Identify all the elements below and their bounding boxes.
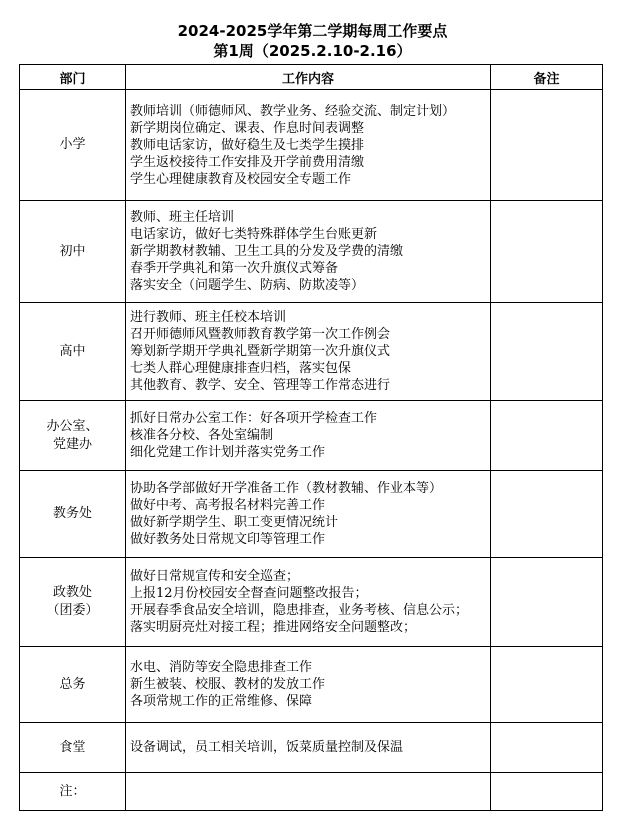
work-item: 进行教师、班主任校本培训	[130, 310, 287, 325]
work-item: 开展春季食品安全培训，隐患排查，业务考核、信息公示；	[130, 603, 469, 618]
work-item: 做好日常规宣传和安全巡查；	[130, 569, 300, 584]
work-item: 其他教育、教学、安全、管理等工作常态进行	[130, 378, 391, 393]
remarks-cell	[491, 723, 603, 773]
work-item: 筹划新学期开学典礼暨新学期第一次升旗仪式	[130, 344, 391, 359]
work-item: 召开师德师风暨教师教育教学第一次工作例会	[130, 327, 391, 342]
remarks-cell	[491, 558, 603, 647]
work-item: 上报12月份校园安全督查问题整改报告；	[130, 586, 368, 601]
work-item: 抓好日常办公室工作：好各项开学检查工作	[130, 411, 378, 426]
work-item: 落实明厨亮灶对接工程；推进网络安全问题整改；	[130, 620, 417, 635]
dept-cell	[20, 401, 126, 471]
dept-cell	[20, 201, 126, 303]
remarks-cell	[491, 647, 603, 723]
content-cell	[126, 558, 491, 647]
work-item: 新学期教材教辅、卫生工具的分发及学费的清缴	[130, 244, 404, 259]
dept-cell	[20, 471, 126, 558]
remarks-cell	[491, 303, 603, 401]
dept-name: 小学	[59, 137, 86, 152]
header-content: 工作内容	[126, 65, 491, 90]
dept-cell	[20, 90, 126, 201]
work-item: 电话家访，做好七类特殊群体学生台账更新	[130, 227, 378, 242]
dept-name: 办公室、	[46, 418, 99, 434]
dept-name: 总务	[59, 676, 86, 692]
work-item: 各项常规工作的正常维修、保障	[130, 694, 313, 709]
table-row	[20, 647, 603, 723]
dept-name: 食堂	[59, 739, 86, 755]
dept-name: 高中	[59, 343, 86, 359]
work-item: 教师培训（师德师风、教学业务、经验交流、制定计划）	[130, 103, 456, 119]
work-item: 协助各学部做好开学准备工作（教材教辅、作业本等）	[130, 481, 443, 496]
note-row	[20, 773, 603, 811]
content-cell	[126, 647, 491, 723]
work-item: 春季开学典礼和第一次升旗仪式筹备	[130, 261, 339, 276]
work-item: 新生被装、校服、教材的发放工作	[130, 677, 326, 692]
dept-cell	[20, 723, 126, 773]
document-title: 2024-2025学年第二学期每周工作要点	[177, 22, 448, 40]
table-row	[20, 303, 603, 401]
dept-cell	[20, 303, 126, 401]
remarks-cell	[491, 90, 603, 201]
dept-cell	[20, 558, 126, 647]
note-label: 注：	[20, 773, 126, 811]
content-cell	[126, 303, 491, 401]
work-item: 细化党建工作计划并落实党务工作	[130, 445, 326, 460]
weekly-work-table	[19, 64, 603, 811]
dept-name: 党建办	[52, 436, 92, 452]
work-item: 核准各分校、各处室编制	[130, 428, 274, 443]
table-row	[20, 471, 603, 558]
dept-name: （团委）	[46, 603, 99, 618]
dept-cell	[20, 647, 126, 723]
content-cell	[126, 471, 491, 558]
work-item: 做好中考、高考报名材料完善工作	[130, 498, 326, 513]
content-cell	[126, 201, 491, 303]
table-header-row	[20, 65, 603, 90]
header-remarks: 备注	[491, 65, 603, 90]
remarks-cell	[491, 471, 603, 558]
work-item: 水电、消防等安全隐患排查工作	[130, 660, 313, 675]
note-remarks-cell	[491, 773, 603, 811]
dept-name: 初中	[59, 243, 86, 259]
remarks-cell	[491, 201, 603, 303]
work-item: 学生心理健康教育及校园安全专题工作	[130, 171, 352, 187]
table-row	[20, 201, 603, 303]
table-row	[20, 723, 603, 773]
header-dept: 部门	[20, 65, 126, 90]
work-item: 七类人群心理健康排查归档，落实包保	[130, 361, 352, 376]
work-item: 教师、班主任培训	[130, 210, 235, 225]
table-row	[20, 558, 603, 647]
work-item: 学生返校接待工作安排及开学前费用清缴	[130, 154, 365, 170]
table-row	[20, 401, 603, 471]
work-item: 教师电话家访，做好稳生及七类学生摸排	[130, 137, 365, 153]
table-row	[20, 90, 603, 201]
remarks-cell	[491, 401, 603, 471]
dept-name: 教务处	[52, 506, 92, 521]
note-content-cell	[126, 773, 491, 811]
content-cell	[126, 723, 491, 773]
work-item: 落实安全（问题学生、防病、防欺凌等）	[130, 278, 365, 293]
work-item: 新学期岗位确定、课表、作息时间表调整	[130, 120, 365, 136]
work-item: 设备调试，员工相关培训，饭菜质量控制及保温	[130, 740, 404, 755]
week-subtitle: 第1周（2025.2.10-2.16）	[213, 42, 412, 60]
work-item: 做好教务处日常规文印等管理工作	[130, 532, 326, 547]
dept-name: 政教处	[52, 585, 92, 600]
content-cell	[126, 90, 491, 201]
work-item: 做好新学期学生、职工变更情况统计	[130, 515, 339, 530]
content-cell	[126, 401, 491, 471]
